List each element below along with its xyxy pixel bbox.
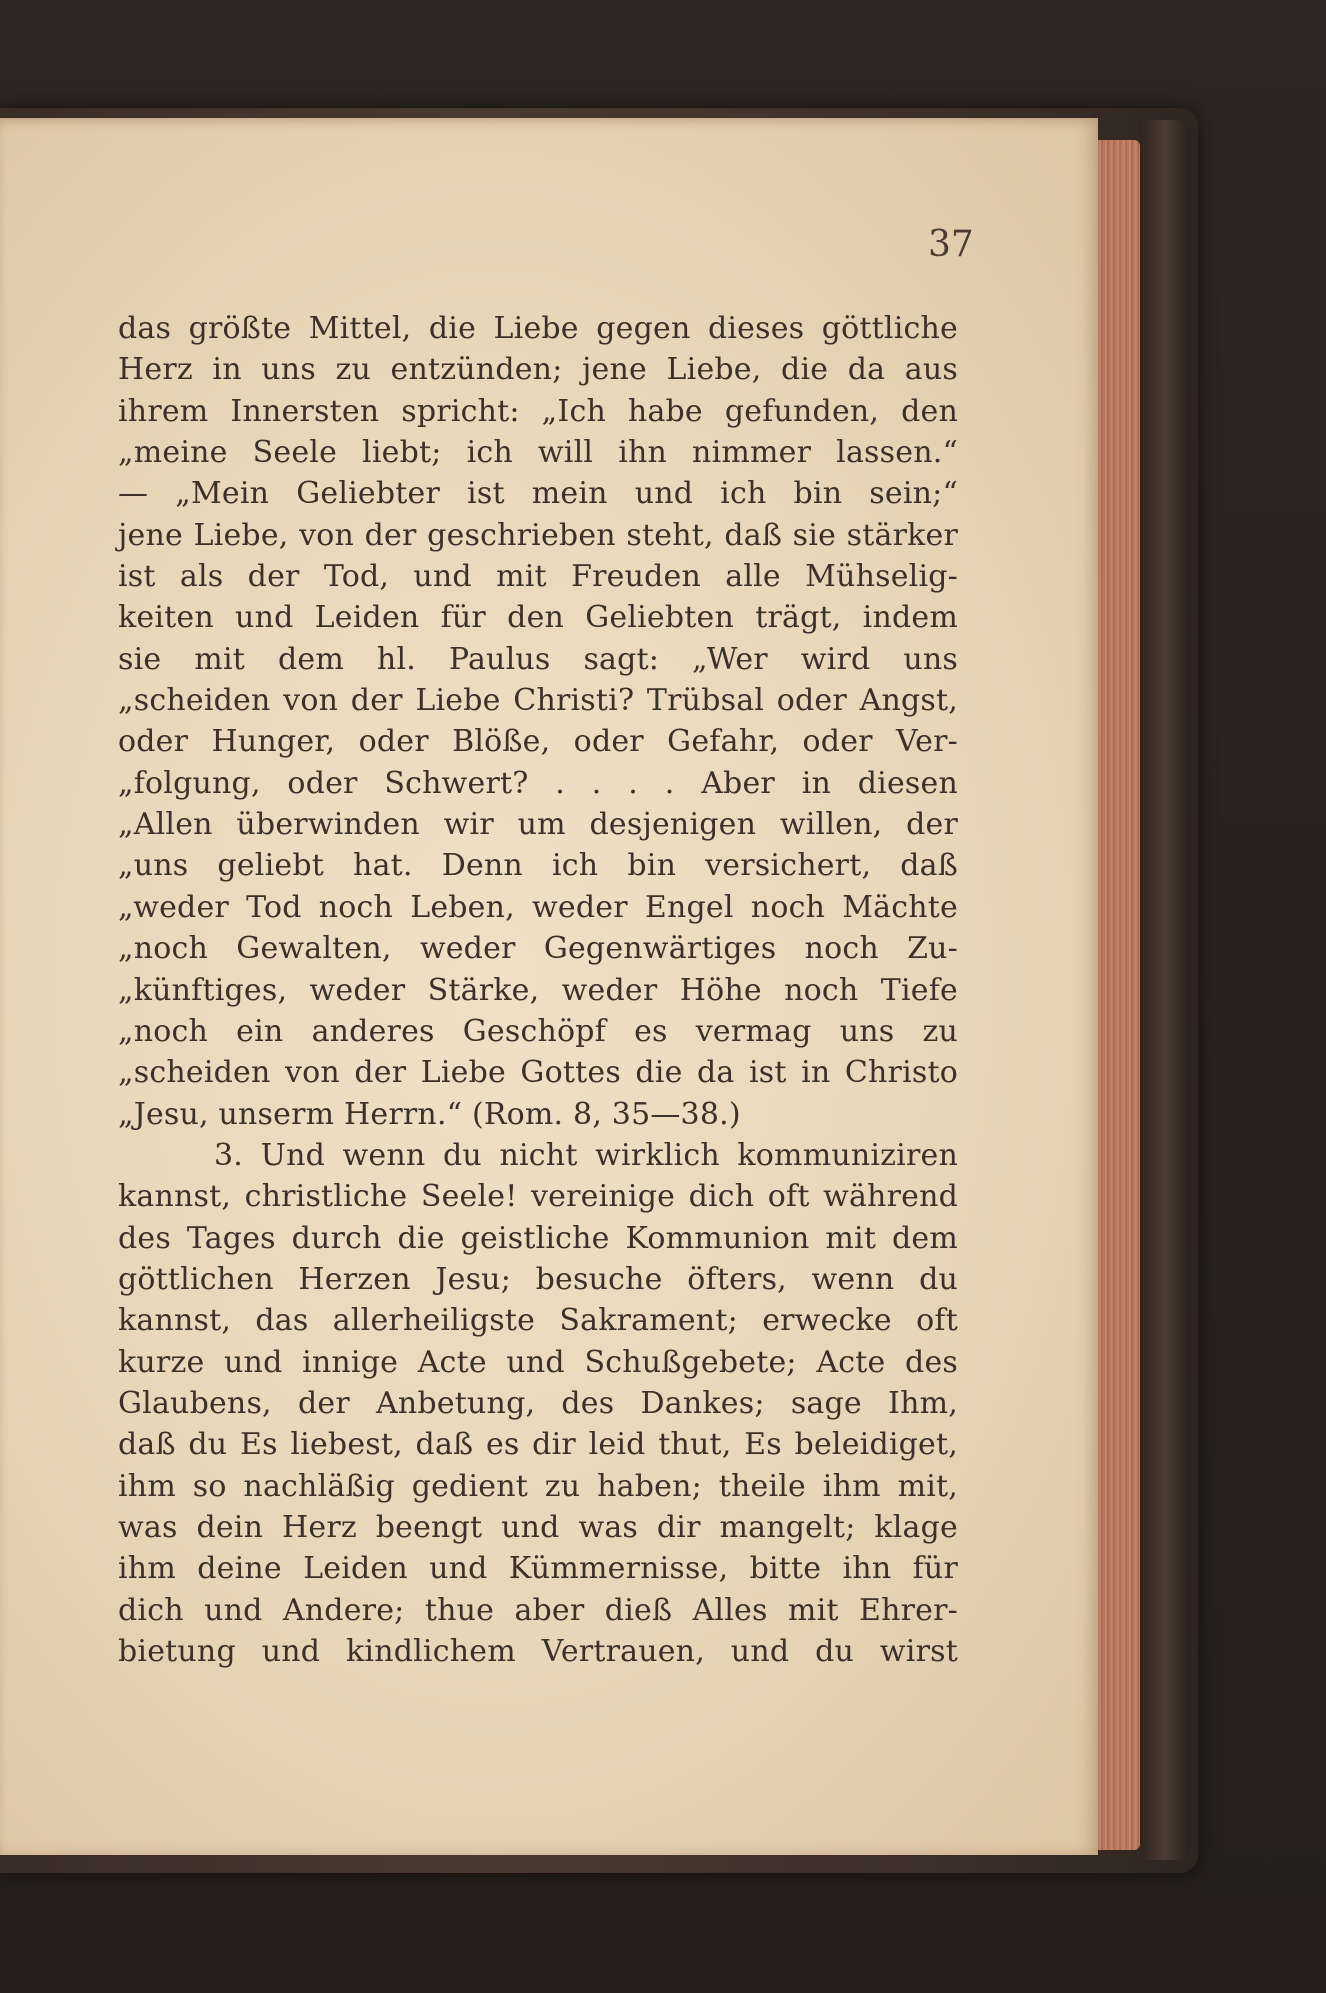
page-text xyxy=(118,308,958,1672)
text-line: göttlichen Herzen Jesu; besuche öfters, wenn du xyxy=(118,1261,958,1297)
text-line: des Tages durch die geistliche Kommunion mit dem xyxy=(118,1220,958,1256)
text-line: „scheiden von der Liebe Christi? Trübsal oder Angst, xyxy=(118,683,958,719)
text-line: oder Hunger, oder Blöße, oder Gefahr, oder Ver- xyxy=(118,724,958,760)
book-spine-edge xyxy=(1140,120,1190,1860)
text-line: „weder Tod noch Leben, weder Engel noch Mächte xyxy=(118,889,958,925)
text-line: „scheiden von der Liebe Gottes die da ist in Christo xyxy=(118,1055,958,1091)
text-line: ihrem Innersten spricht: „Ich habe gefunden, den xyxy=(118,393,958,429)
text-line: „noch Gewalten, weder Gegenwärtiges noch Zu- xyxy=(118,931,958,967)
text-line: — „Mein Geliebter ist mein und ich bin sein;“ xyxy=(118,476,958,512)
text-line: ist als der Tod, und mit Freuden alle Mühselig- xyxy=(118,559,958,595)
text-line: sie mit dem hl. Paulus sagt: „Wer wird uns xyxy=(118,641,958,677)
text-line: was dein Herz beengt und was dir mangelt; klage xyxy=(118,1509,958,1545)
text-line: „meine Seele liebt; ich will ihn nimmer lassen.“ xyxy=(118,435,958,471)
text-line: „folgung, oder Schwert? . . . . Aber in diesen xyxy=(118,765,958,801)
text-line: Herz in uns zu entzünden; jene Liebe, die da aus xyxy=(118,352,958,388)
text-line: ihm deine Leiden und Kümmernisse, bitte ihn für xyxy=(118,1551,958,1587)
text-line: „Allen überwinden wir um desjenigen willen, der xyxy=(118,807,958,843)
text-line: 3. Und wenn du nicht wirklich kommuniziren xyxy=(214,1137,958,1173)
text-line: daß du Es liebest, daß es dir leid thut, Es beleidiget, xyxy=(118,1427,958,1463)
text-line: dich und Andere; thue aber dieß Alles mit Ehrer- xyxy=(118,1592,958,1628)
text-line: jene Liebe, von der geschrieben steht, daß sie stärker xyxy=(118,517,958,553)
page-number: 37 xyxy=(928,224,974,265)
text-line: Glaubens, der Anbetung, des Dankes; sage Ihm, xyxy=(118,1385,958,1421)
text-line: kannst, das allerheiligste Sakrament; erwecke oft xyxy=(118,1303,958,1339)
text-line: das größte Mittel, die Liebe gegen dieses göttliche xyxy=(118,311,958,346)
text-line: ihm so nachläßig gedient zu haben; theile ihm mit, xyxy=(118,1468,958,1504)
book-page xyxy=(0,118,1098,1855)
text-line: „künftiges, weder Stärke, weder Höhe noch Tiefe xyxy=(118,972,958,1008)
text-line: „Jesu, unserm Herrn.“ (Rom. 8, 35—38.) xyxy=(118,1096,741,1132)
text-line: bietung und kindlichem Vertrauen, und du wirst xyxy=(118,1634,958,1669)
text-line: kurze und innige Acte und Schußgebete; Acte des xyxy=(118,1344,958,1380)
text-line: kannst, christliche Seele! vereinige dich oft während xyxy=(118,1179,958,1215)
text-line: „uns geliebt hat. Denn ich bin versichert, daß xyxy=(118,848,958,884)
text-line: keiten und Leiden für den Geliebten trägt, indem xyxy=(118,600,958,636)
text-line: „noch ein anderes Geschöpf es vermag uns zu xyxy=(118,1013,958,1049)
